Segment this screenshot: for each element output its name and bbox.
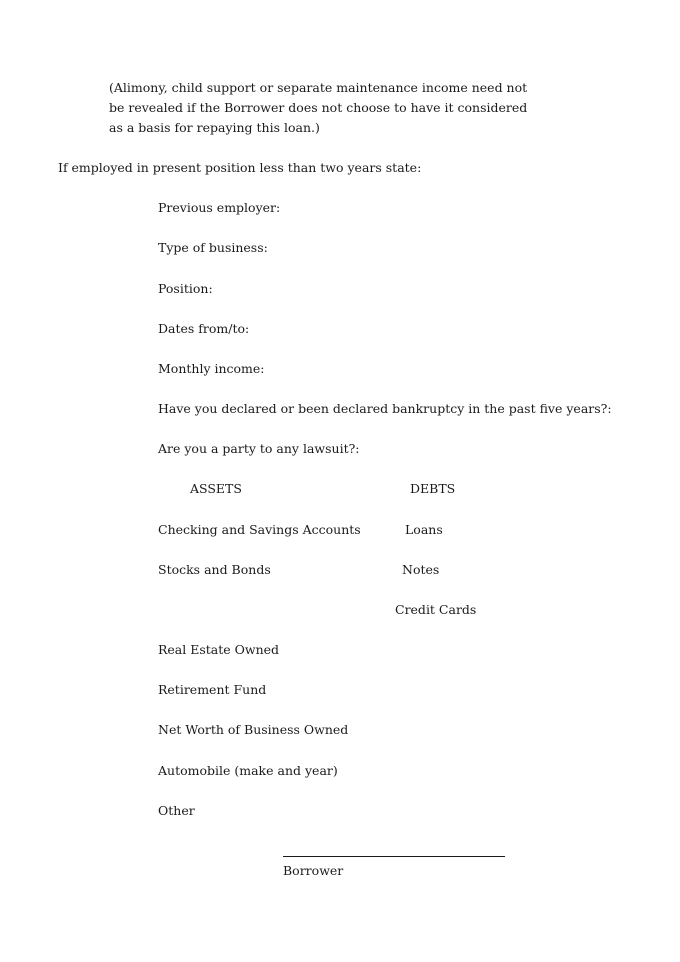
debt-loans: Loans <box>405 522 443 537</box>
asset-retirement-fund: Retirement Fund <box>158 682 267 697</box>
note-line: as a basis for repaying this loan.) <box>109 120 320 135</box>
field-dates: Dates from/to: <box>158 321 250 336</box>
asset-other: Other <box>158 803 195 818</box>
field-previous-employer: Previous employer: <box>158 200 281 215</box>
field-bankruptcy: Have you declared or been declared bankruptcy in the past five years?: <box>158 401 612 416</box>
debts-header: DEBTS <box>410 481 456 496</box>
asset-business-net-worth: Net Worth of Business Owned <box>158 722 349 737</box>
signature-label: Borrower <box>283 863 344 878</box>
asset-checking-savings: Checking and Savings Accounts <box>158 522 361 537</box>
asset-automobile: Automobile (make and year) <box>158 763 338 778</box>
field-type-of-business: Type of business: <box>158 240 268 255</box>
asset-real-estate: Real Estate Owned <box>158 642 280 657</box>
field-position: Position: <box>158 281 213 296</box>
note-line: (Alimony, child support or separate maintenance income need not <box>109 80 528 95</box>
asset-stocks-bonds: Stocks and Bonds <box>158 562 271 577</box>
debt-credit-cards: Credit Cards <box>395 602 477 617</box>
assets-header: ASSETS <box>190 481 242 496</box>
note-line: be revealed if the Borrower does not choose to have it considered <box>109 100 528 115</box>
employment-intro: If employed in present position less than two years state: <box>58 160 422 175</box>
field-lawsuit: Are you a party to any lawsuit?: <box>158 441 360 456</box>
signature-line <box>283 856 505 857</box>
field-monthly-income: Monthly income: <box>158 361 265 376</box>
debt-notes: Notes <box>402 562 440 577</box>
